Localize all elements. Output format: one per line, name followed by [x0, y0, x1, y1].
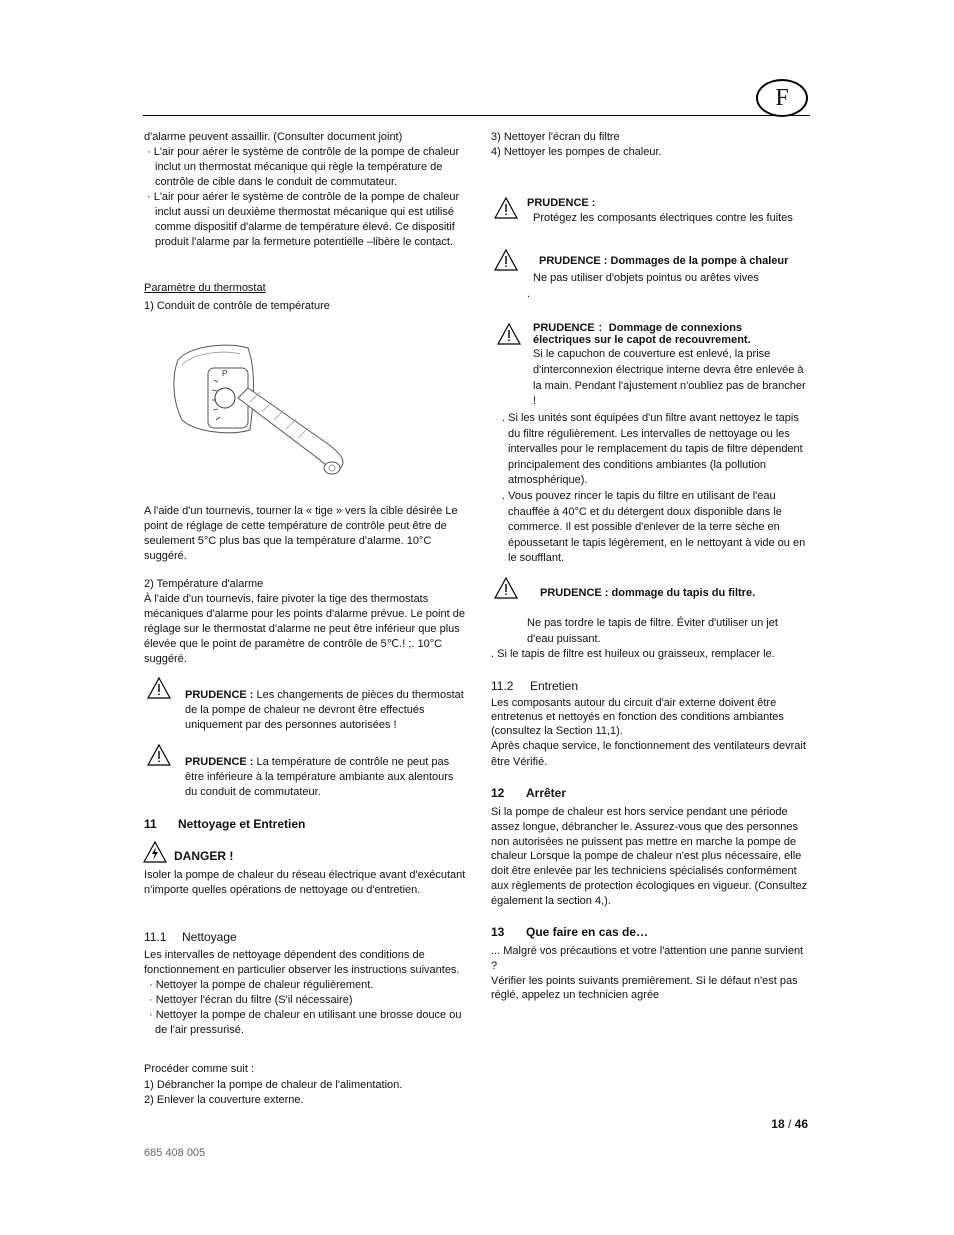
nettoyage-bullet-2: · Nettoyer l'écran du filtre (S'il nécessaire)	[149, 994, 353, 1006]
prudence-2	[185, 755, 465, 800]
nettoyage-intro: Les intervalles de nettoyage dépendent des conditions de fonctionnement en particulier observer les instructions suivantes.	[144, 949, 460, 976]
left-intro-block	[144, 130, 464, 250]
entretien-text-2: Après chaque service, le fonctionnement des ventilateurs devrait être Vérifié.	[491, 740, 806, 768]
danger-text: Isoler la pompe de chaleur du réseau électrique avant d'exécutant n'importe quelles opérations de nettoyage ou d'entretien.	[144, 869, 466, 896]
section-13-title: Que faire en cas de…	[526, 925, 649, 939]
section-11-number: 11	[144, 817, 157, 831]
panne-text-1: ... Malgré vos précautions et votre l'attention une panne survient ?	[491, 945, 804, 972]
header-rule	[143, 115, 810, 116]
warning-triangle-icon	[494, 196, 518, 220]
filter-note-2: . Vous pouvez rincer le tapis du filtre en utilisant de l'eau chauffée à 40°C et du détergent doux disponible dans le commerce. Il est possible d'enlever de la terre sèche en époussetant le tapis légèrement, en le nettoyant à vide ou en le soufflant.	[502, 489, 806, 565]
section-11-2-number: 11.2	[491, 679, 514, 693]
right-steps-block	[491, 130, 811, 160]
prudence-1	[185, 688, 465, 733]
section-11-1-title: Nettoyage	[182, 930, 237, 944]
prudence-2-label: PRUDENCE :	[185, 756, 254, 768]
page-current: 18	[771, 1117, 785, 1131]
warning-triangle-icon	[497, 322, 521, 346]
r-prudence-2-dot: .	[527, 288, 531, 300]
document-number: 685 408 005	[144, 1147, 206, 1159]
r-prudence-1-text: Protégez les composants électriques contre les fuites	[533, 212, 793, 224]
entretien-block	[491, 696, 811, 770]
warning-triangle-icon	[494, 248, 518, 272]
nettoyage-block	[144, 948, 466, 1038]
language-badge-letter: F	[775, 85, 789, 111]
prudence-1-text: Les changements de pièces du thermostat de la pompe de chaleur ne devront être effectués uniquement par des personnes autorisées !	[185, 689, 464, 731]
warning-triangle-icon	[147, 743, 171, 767]
nettoyage-bullet-1: · Nettoyer la pompe de chaleur régulièrement.	[149, 979, 374, 991]
panne-text-2: Vérifier les points suivants premièrement. Si le défaut n'est pas réglé, appelez un technicien agrée	[491, 974, 798, 1002]
procedure-intro: Procéder comme suit :	[144, 1063, 255, 1075]
procedure-step-1: 1) Débrancher la pompe de chaleur de l'alimentation.	[144, 1079, 403, 1091]
section-12-number: 12	[491, 786, 505, 800]
filter-note-3: . Si le tapis de filtre est huileux ou graisseux, remplacer le.	[491, 648, 775, 660]
danger-electric-icon	[143, 840, 167, 864]
page-separator: /	[784, 1117, 795, 1131]
warning-triangle-icon	[494, 576, 518, 600]
language-badge	[756, 79, 808, 117]
para-a-block	[144, 504, 466, 564]
r-prudence-4-label: PRUDENCE : dommage du tapis du filtre.	[540, 587, 756, 599]
entretien-text-1: Les composants autour du circuit d'air externe doivent être entretenus et nettoyés en fonction des conditions ambiantes (consultez la Section 11,1).	[491, 697, 784, 737]
param2-text: À l'aide d'un tournevis, faire pivoter la tige des thermostats mécaniques d'alarme pour les points d'alarme prévue. Le point de réglage sur le thermostat d'alarme ne peut être inférieur que plus élevée que le point de paramètre de contrôle de 5℃.! ;. 10°C suggéré.	[144, 593, 465, 665]
nettoyage-bullet-3: · Nettoyer la pompe de chaleur en utilisant une brosse douce ou de l'air pressurisé.	[149, 1009, 462, 1036]
procedure-step-3: 3) Nettoyer l'écran du filtre	[491, 131, 620, 143]
procedure-block	[144, 1062, 466, 1108]
param1-label: 1) Conduit de contrôle de température	[144, 300, 330, 312]
r-prudence-2-label: PRUDENCE : Dommages de la pompe à chaleur	[539, 255, 789, 267]
prudence-1-label: PRUDENCE :	[185, 689, 254, 701]
section-12-title: Arrêter	[526, 786, 567, 800]
section-11-title: Nettoyage et Entretien	[178, 817, 306, 831]
r-prudence-3-label: PRUDENCE ：Dommage de connexions électriques sur le capot de recouvrement.	[533, 322, 751, 346]
thermostat-param-link[interactable]: Paramètre du thermostat	[144, 282, 266, 294]
prudence-2-text: La température de contrôle ne peut pas être inférieure à la température ambiante aux alentours du conduit de commutateur.	[185, 756, 454, 798]
r-prudence-3-text: Si le capuchon de couverture est enlevé, la prise d'interconnexion électrique interne devra être enlevée à la main. Pendant l'ajustement n'oubliez pas de brancher !	[533, 348, 806, 408]
danger-label: DANGER !	[174, 849, 234, 863]
filter-notes-block	[497, 411, 813, 567]
param2-title: 2) Température d'alarme	[144, 578, 264, 590]
warning-triangle-icon	[147, 676, 171, 700]
section-11-1-number: 11.1	[144, 930, 167, 944]
bullet-thermostat-alarm: · L'air pour aérer le système de contrôle de la pompe de chaleur inclut aussi un deuxième thermostat mécanique qui est utilisé comme dispositif d'alarme de température élevé. Ce dispositif produit l'alarme par la fermeture potentielle –libère le contact.	[147, 191, 460, 248]
param2-block	[144, 577, 466, 667]
procedure-step-4: 4) Nettoyer les pompes de chaleur.	[491, 146, 662, 158]
figure-p-label: P	[222, 369, 228, 378]
thermostat-figure	[170, 340, 350, 490]
filter-note-1: . Si les unités sont équipées d'un filtre avant nettoyez le tapis du filtre régulièrement. Les intervalles de nettoyage ou les intervalles pour le remplacement du tapis de filtre dépendent principalement des conditions ambiantes (la pollution atmosphérique).	[502, 412, 803, 487]
section-11-2-title: Entretien	[530, 679, 579, 693]
para-a-text: A l'aide d'un tournevis, tourner la « tige » vers la cible désirée Le point de réglage de cette température de contrôle peut être de seulement 5°C plus bas que la température d'alarme. 10°C suggéré.	[144, 505, 458, 562]
r-prudence-4-text: Ne pas tordre le tapis de filtre. Éviter d'utiliser un jet d'eau puissant.	[527, 617, 778, 645]
page-total: 46	[794, 1117, 808, 1131]
arreter-block	[491, 805, 811, 909]
bullet-thermostat-control: · L'air pour aérer le système de contrôle de la pompe de chaleur inclut un thermostat mécanique qui règle la température de contrôle de cible dans le conduit de commutateur.	[147, 146, 460, 188]
panne-block	[491, 944, 811, 1003]
danger-text-block	[144, 868, 466, 898]
intro-text: d'alarme peuvent assaillir. (Consulter document joint)	[144, 131, 403, 143]
r-prudence-2-text: Ne pas utiliser d'objets pointus ou arêtes vives	[533, 272, 759, 284]
r-prudence-1-label: PRUDENCE :	[527, 197, 596, 209]
procedure-step-2: 2) Enlever la couverture externe.	[144, 1094, 304, 1106]
arreter-text: Si la pompe de chaleur est hors service pendant une période assez longue, débrancher le. Assurez-vous que des personnes non autorisées ne puissent pas mettre en marche la pompe de chaleur Lorsque la pompe de chaleur n'est plus nécessaire, elle doit être enlevée par les techniciens spécialisés conformément aux règlements de protection écologiques en vigueur. (Consultez également la section 4,).	[491, 806, 808, 907]
section-13-number: 13	[491, 925, 505, 939]
page-number	[771, 1117, 808, 1132]
